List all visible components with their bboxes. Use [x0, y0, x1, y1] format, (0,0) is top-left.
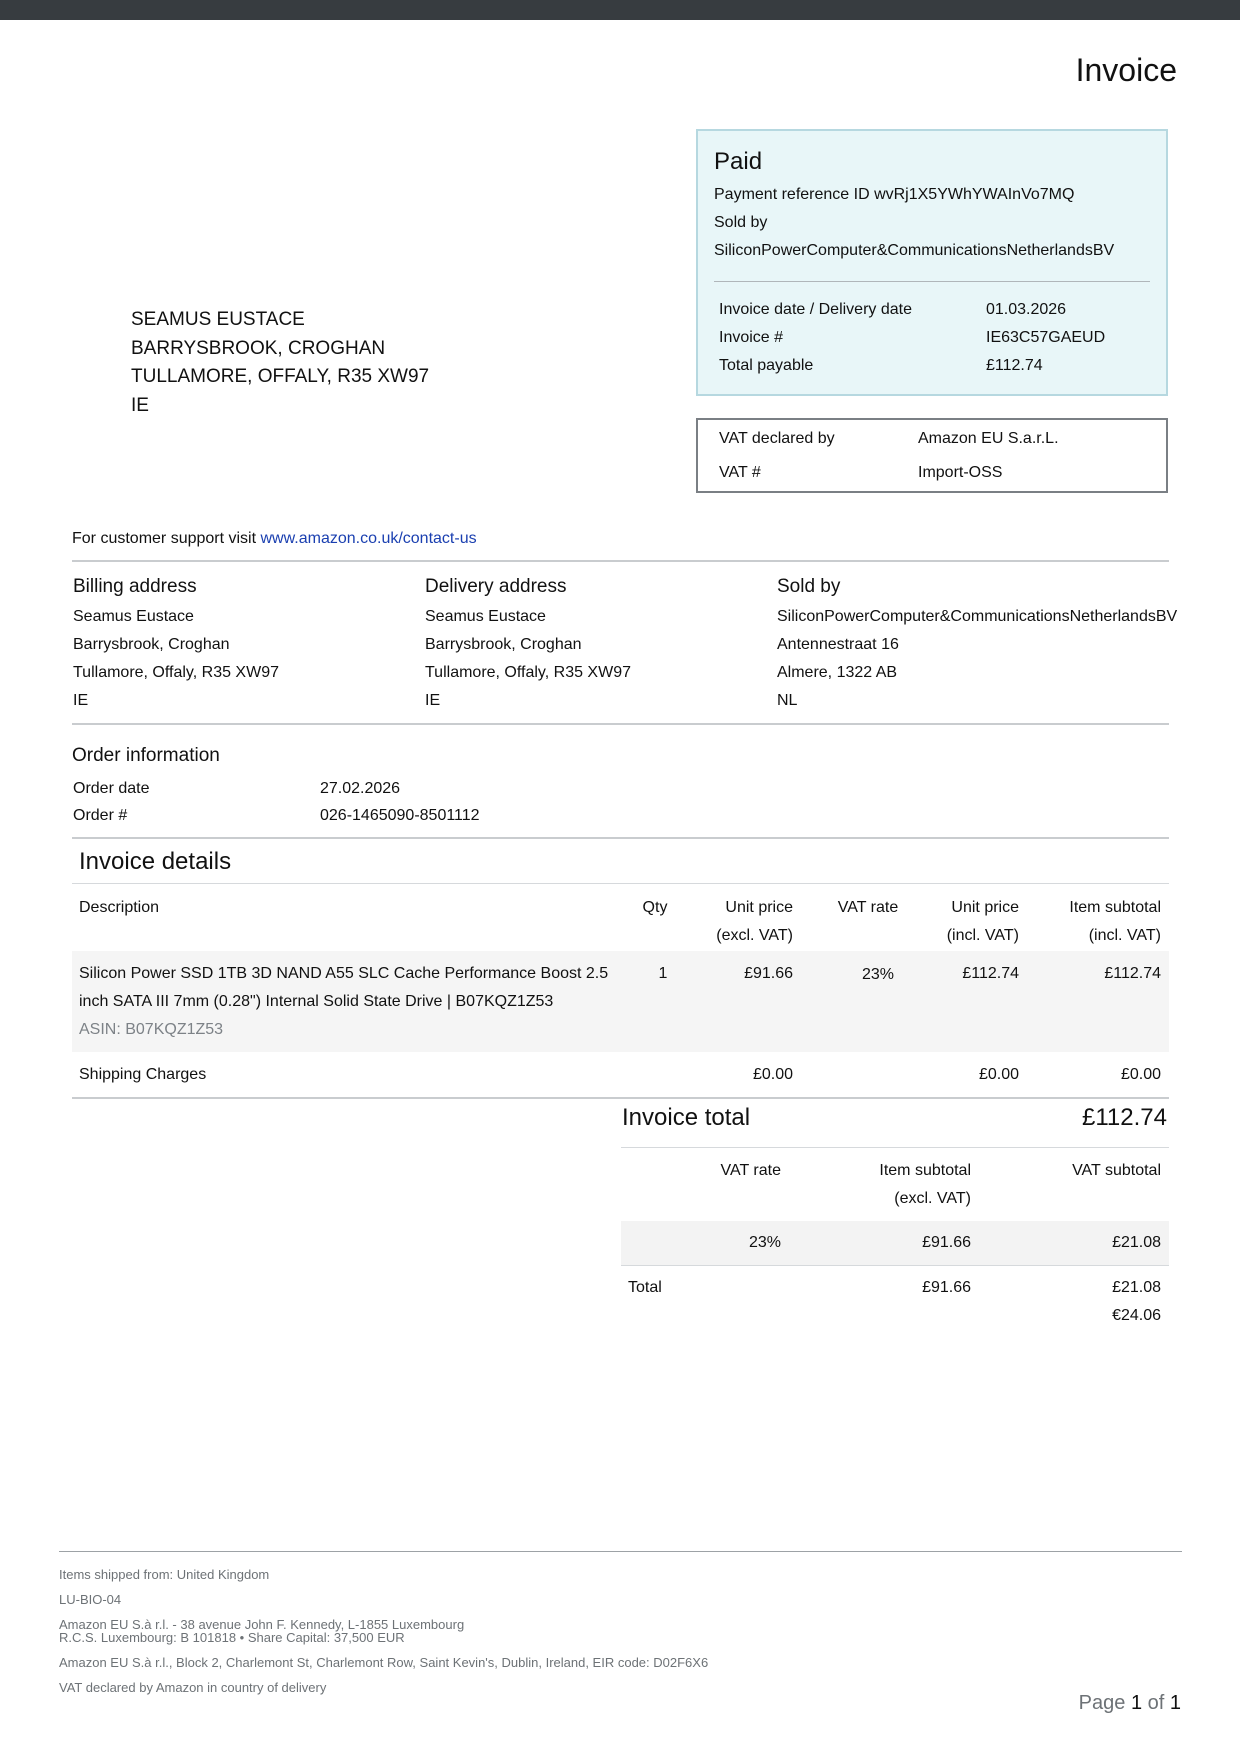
col-vat-rate: VAT rate — [837, 899, 899, 916]
footer-code: LU-BIO-04 — [59, 1592, 122, 1607]
summary-vat-rate: 23% — [748, 1234, 781, 1251]
item-asin: ASIN: B07KQZ1Z53 — [79, 1021, 224, 1038]
delivery-address-line: Tullamore, Offaly, R35 XW97 — [425, 664, 631, 681]
item-description-line2: inch SATA III 7mm (0.28") Internal Solid State Drive | B07KQZ1Z53 — [79, 993, 554, 1010]
summary-item-subtotal: £91.66 — [922, 1234, 971, 1251]
sold-by-address-line: SiliconPowerComputer&CommunicationsNetherlandsBV — [777, 608, 1178, 625]
col-item-subtotal: Item subtotal — [1069, 899, 1161, 916]
summary-total-label: Total — [628, 1279, 662, 1296]
delivery-address-line: IE — [425, 692, 441, 709]
invoice-number-label: Invoice # — [719, 329, 784, 346]
divider — [72, 560, 1169, 562]
divider — [72, 723, 1169, 725]
sold-by-address-line: Almere, 1322 AB — [777, 664, 898, 681]
col-qty: Qty — [642, 899, 668, 916]
billing-address-line: Seamus Eustace — [73, 608, 194, 625]
footer-vat-note: VAT declared by Amazon in country of delivery — [59, 1680, 327, 1695]
support-link[interactable]: www.amazon.co.uk/contact-us — [260, 530, 477, 547]
col-vat-rate-summary: VAT rate — [720, 1162, 781, 1179]
page-number — [1079, 1692, 1181, 1715]
page-total: 1 — [1169, 1692, 1181, 1714]
item-description-line1: Silicon Power SSD 1TB 3D NAND A55 SLC Cache Performance Boost 2.5 — [79, 965, 609, 982]
delivery-address-line: Seamus Eustace — [425, 608, 546, 625]
vat-declaration-box — [696, 418, 1168, 493]
col-item-subtotal-sub: (incl. VAT) — [1088, 927, 1161, 944]
divider — [72, 883, 1169, 884]
sold-by-address-line: Antennestraat 16 — [777, 636, 899, 653]
col-unit-price-incl-sub: (incl. VAT) — [946, 927, 1019, 944]
summary-total-item-subtotal: £91.66 — [922, 1279, 971, 1296]
sold-by-address-line: NL — [777, 692, 798, 709]
recipient-city: TULLAMORE, OFFALY, R35 XW97 — [131, 366, 430, 387]
delivery-address-line: Barrysbrook, Croghan — [425, 636, 582, 653]
invoice-number-value: IE63C57GAEUD — [986, 329, 1106, 346]
divider — [72, 1097, 1169, 1099]
divider — [621, 1265, 1169, 1266]
total-payable-value: £112.74 — [986, 357, 1043, 374]
invoice-details-heading: Invoice details — [79, 848, 232, 875]
divider — [72, 837, 1169, 839]
shipping-unit-price-excl: £0.00 — [752, 1066, 793, 1083]
customer-support — [72, 530, 477, 548]
footer-registration: R.C.S. Luxembourg: B 101818 • Share Capital: 37,500 EUR — [59, 1630, 405, 1645]
top-bar — [0, 0, 1240, 20]
order-date-label: Order date — [73, 780, 150, 797]
shipping-unit-price-incl: £0.00 — [978, 1066, 1019, 1083]
item-subtotal: £112.74 — [1104, 965, 1161, 982]
support-text: For customer support visit — [72, 530, 261, 547]
col-item-subtotal-excl-sub: (excl. VAT) — [894, 1190, 971, 1207]
payment-reference: Payment reference ID wvRj1X5YWhYWAInVo7MQ — [714, 186, 1075, 203]
sold-by-heading: Sold by — [777, 576, 841, 597]
item-unit-price-incl: £112.74 — [962, 965, 1019, 982]
page-of: of — [1147, 1692, 1165, 1714]
sold-by-value: SiliconPowerComputer&CommunicationsNetherlandsBV — [714, 242, 1115, 259]
footer-dublin-address: Amazon EU S.à r.l., Block 2, Charlemont St, Charlemont Row, Saint Kevin's, Dublin, Ireland, EIR code: D02F6X6 — [59, 1655, 709, 1670]
col-unit-price-excl-sub: (excl. VAT) — [716, 927, 793, 944]
footer-company-address: Amazon EU S.à r.l. - 38 avenue John F. Kennedy, L-1855 Luxembourg — [59, 1617, 465, 1632]
col-description: Description — [79, 899, 160, 916]
recipient-name: SEAMUS EUSTACE — [131, 309, 305, 330]
invoice-date-label: Invoice date / Delivery date — [719, 301, 912, 318]
payment-box-divider — [714, 281, 1150, 282]
col-unit-price-incl: Unit price — [951, 899, 1019, 916]
vat-number-value: Import-OSS — [918, 464, 1003, 481]
order-date-value: 27.02.2026 — [320, 780, 401, 797]
total-payable-label: Total payable — [719, 357, 814, 374]
col-unit-price-excl: Unit price — [725, 899, 793, 916]
vat-number-label: VAT # — [719, 464, 761, 481]
vat-declared-by-value: Amazon EU S.a.r.L. — [918, 430, 1059, 447]
billing-address-line: Barrysbrook, Croghan — [73, 636, 230, 653]
item-qty: 1 — [658, 965, 668, 982]
footer-shipped-from: Items shipped from: United Kingdom — [59, 1567, 270, 1582]
order-information-heading: Order information — [72, 745, 220, 766]
item-unit-price-excl: £91.66 — [744, 965, 793, 982]
page-current: 1 — [1130, 1692, 1143, 1714]
divider — [621, 1147, 1169, 1148]
recipient-street: BARRYSBROOK, CROGHAN — [131, 337, 386, 359]
invoice-total-label: Invoice total — [622, 1104, 751, 1131]
item-vat-rate: 23% — [861, 966, 895, 983]
payment-status: Paid — [714, 148, 763, 175]
summary-total-vat-subtotal-eur: €24.06 — [1112, 1307, 1161, 1324]
shipping-label: Shipping Charges — [79, 1066, 207, 1083]
delivery-address-heading: Delivery address — [425, 576, 567, 597]
billing-address-line: IE — [73, 692, 89, 709]
billing-address-heading: Billing address — [73, 576, 197, 597]
document-title: Invoice — [1075, 52, 1177, 88]
summary-total-vat-subtotal: £21.08 — [1112, 1279, 1161, 1296]
billing-address-line: Tullamore, Offaly, R35 XW97 — [73, 664, 279, 681]
invoice-date-value: 01.03.2026 — [986, 301, 1067, 318]
recipient-country: IE — [131, 394, 149, 416]
footer-divider — [59, 1551, 1182, 1552]
payment-status-box — [696, 129, 1168, 396]
order-number-label: Order # — [73, 807, 128, 824]
shipping-subtotal: £0.00 — [1120, 1066, 1161, 1083]
vat-declared-by-label: VAT declared by — [719, 430, 835, 447]
recipient-address — [131, 306, 429, 420]
order-number-value: 026-1465090-8501112 — [320, 807, 480, 824]
invoice-total-value: £112.74 — [1082, 1104, 1167, 1131]
col-item-subtotal-excl: Item subtotal — [879, 1162, 971, 1179]
page-word: Page — [1078, 1692, 1126, 1714]
sold-by-label: Sold by — [714, 214, 768, 231]
summary-vat-subtotal: £21.08 — [1112, 1234, 1161, 1251]
col-vat-subtotal: VAT subtotal — [1072, 1162, 1161, 1179]
